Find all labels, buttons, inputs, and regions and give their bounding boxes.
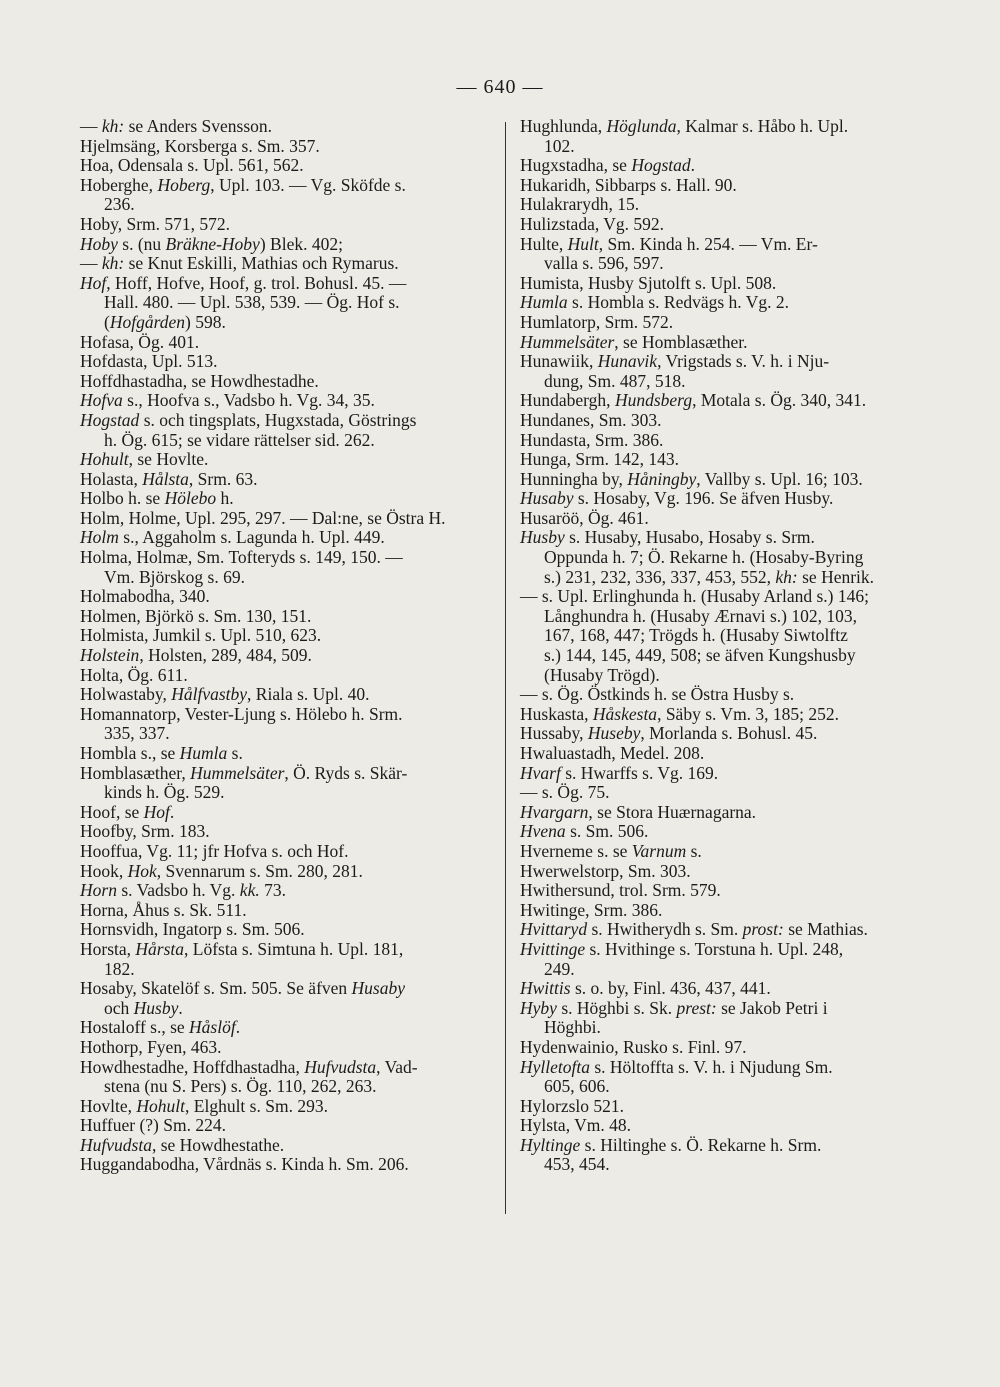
index-entry [80,744,494,764]
entry-line: Hvargarn, se Stora Huærnagarna. [520,801,757,822]
index-entry [520,450,948,470]
index-entry [520,411,948,431]
entry-line: Hwerwelstorp, Sm. 303. [520,860,691,881]
entry-line: Hunawiik, Hunavik, Vrigstads s. V. h. i Nju- [520,351,830,372]
entry-line: Hwitinge, Srm. 386. [520,899,663,920]
entry-line: Hof, Hoff, Hofve, Hoof, g. trol. Bohusl. 45. — [80,272,407,293]
index-entry [80,509,494,529]
entry-line: Holmen, Björkö s. Sm. 130, 151. [80,605,312,626]
index-entry [80,1155,494,1175]
index-entry [520,744,948,764]
entry-line: Howdhestadhe, Hoffdhastadha, Hufvudsta, Vad- [80,1056,418,1077]
index-entry [520,764,948,784]
index-entry [80,803,494,823]
entry-line: Horn s. Vadsbo h. Vg. kk. 73. [80,880,286,901]
entry-line: Horsta, Hårsta, Löfsta s. Simtuna h. Upl. 181, [80,938,404,959]
entry-line: — kh: se Knut Eskilli, Mathias och Rymarus. [80,253,399,274]
entry-line: Hohult, se Hovlte. [80,449,209,470]
entry-continuation-line: Hall. 480. — Upl. 538, 539. — Ög. Hof s. [104,292,400,313]
entry-line: Humla s. Hombla s. Redvägs h. Vg. 2. [520,292,789,313]
entry-line: Hoby s. (nu Bräkne-Hoby) Blek. 402; [80,233,343,254]
entry-line: Hylorzslo 521. [520,1095,625,1116]
entry-line: Hoby, Srm. 571, 572. [80,213,231,234]
index-entry [80,764,494,803]
index-entry [80,352,494,372]
entry-line: Hofdasta, Upl. 513. [80,351,218,372]
entry-line: Husaröö, Ög. 461. [520,507,649,528]
entry-line: Horna, Åhus s. Sk. 511. [80,899,247,920]
entry-line: Hofasa, Ög. 401. [80,331,200,352]
entry-continuation-line: 605, 606. [544,1076,610,1097]
entry-line: — s. Ög. 75. [520,782,610,803]
left-column [80,117,494,1175]
entry-continuation-line: s.) 144, 145, 449, 508; se äfven Kungshusby [544,645,856,666]
index-entry [80,920,494,940]
entry-line: — s. Upl. Erlinghunda h. (Husaby Arland s.) 146; [520,586,869,607]
entry-line: Hulakrarydh, 15. [520,194,640,215]
index-entry [520,842,948,862]
entry-line: Hwaluastadh, Medel. 208. [520,743,705,763]
entry-continuation-line: 236. [104,194,135,215]
index-entry [520,999,948,1038]
entry-line: Huffuer (?) Sm. 224. [80,1115,226,1136]
index-entry [520,685,948,705]
index-entry [520,783,948,803]
page-number: — 640 — [456,76,544,98]
index-entry [520,274,948,294]
index-entry [80,333,494,353]
entry-continuation-line: valla s. 596, 597. [544,253,664,274]
entry-continuation-line: 182. [104,958,135,979]
entry-line: Hummelsäter, se Homblasæther. [520,331,748,352]
index-entry [80,137,494,157]
entry-line: Hvittinge s. Hvithinge s. Torstuna h. Upl. 248, [520,938,844,959]
index-entry [520,235,948,274]
index-entry [80,254,494,274]
index-entry [520,333,948,353]
index-entry [520,1058,948,1097]
entry-continuation-line: h. Ög. 615; se vidare rättelser sid. 262. [104,429,375,450]
entry-continuation-line: Vm. Björskog s. 69. [104,566,245,587]
entry-line: Hovlte, Hohult, Elghult s. Sm. 293. [80,1095,328,1116]
index-entry [520,901,948,921]
index-entry [520,176,948,196]
entry-continuation-line: Oppunda h. 7; Ö. Rekarne h. (Hosaby-Byring [544,547,864,568]
entry-line: Hugxstadha, se Hogstad. [520,155,695,176]
entry-line: Hosaby, Skatelöf s. Sm. 505. Se äfven Husaby [80,978,406,999]
entry-continuation-line: och Husby. [104,997,183,1018]
entry-line: Hvittaryd s. Hwitherydh s. Sm. prost: se Mathias. [520,919,868,940]
entry-line: Hooffua, Vg. 11; jfr Hofva s. och Hof. [80,840,349,861]
entry-line: — kh: se Anders Svensson. [80,116,273,136]
index-entry [80,979,494,1018]
index-entry [520,528,948,587]
entry-continuation-line: Höghbi. [544,1017,601,1038]
entry-line: Hughlunda, Höglunda, Kalmar s. Håbo h. Upl. [520,116,849,136]
index-entry [80,881,494,901]
entry-line: Hussaby, Huseby, Morlanda s. Bohusl. 45. [520,723,818,744]
index-entry [80,391,494,411]
entry-line: Hylsta, Vm. 48. [520,1115,631,1136]
entry-line: Hoofby, Srm. 183. [80,821,210,842]
index-entry [520,862,948,882]
entry-line: Holta, Ög. 611. [80,664,188,685]
entry-continuation-line: 102. [544,135,575,156]
entry-line: Homblasæther, Hummelsäter, Ö. Ryds s. Skär- [80,762,408,783]
index-entry [520,509,948,529]
index-entry [80,411,494,450]
entry-line: Husby s. Husaby, Husabo, Hosaby s. Srm. [520,527,815,548]
entry-line: Humista, Husby Sjutolft s. Upl. 508. [520,272,777,293]
entry-line: Holm s., Aggaholm s. Lagunda h. Upl. 449. [80,527,385,548]
entry-line: Hylletofta s. Höltoffta s. V. h. i Njudung Sm. [520,1056,833,1077]
index-entry [520,431,948,451]
entry-line: Holma, Holmæ, Sm. Tofteryds s. 149, 150. — [80,547,403,568]
entry-line: — s. Ög. Östkinds h. se Östra Husby s. [520,684,795,705]
entry-line: Holm, Holme, Upl. 295, 297. — Dal:ne, se Östra H. [80,507,446,528]
entry-line: Hoa, Odensala s. Upl. 561, 562. [80,155,304,176]
index-entry [80,117,494,137]
entry-line: Holwastaby, Hålfvastby, Riala s. Upl. 40. [80,684,370,705]
index-entry [520,470,948,490]
index-entry [520,489,948,509]
entry-line: Hwithersund, trol. Srm. 579. [520,880,721,901]
index-entry [520,940,948,979]
entry-line: Holmabodha, 340. [80,586,210,607]
index-entry [80,1097,494,1117]
entry-line: Hverneme s. se Varnum s. [520,840,702,861]
index-entry [520,117,948,156]
entry-line: Hofva s., Hoofva s., Vadsbo h. Vg. 34, 35. [80,390,375,411]
index-entry [80,528,494,548]
entry-line: Holasta, Hålsta, Srm. 63. [80,468,258,489]
entry-line: Hunga, Srm. 142, 143. [520,449,679,470]
index-entry [80,1116,494,1136]
index-entry [520,1136,948,1175]
index-entry [80,705,494,744]
entry-line: Hulizstada, Vg. 592. [520,213,665,234]
index-entry [520,1116,948,1136]
entry-line: Hyltinge s. Hiltinghe s. Ö. Rekarne h. Srm. [520,1134,822,1155]
entry-line: Hornsvidh, Ingatorp s. Sm. 506. [80,919,305,940]
entry-line: Holbo h. se Hölebo h. [80,488,234,509]
index-entry [80,646,494,666]
right-column [520,117,948,1175]
entry-line: Husaby s. Hosaby, Vg. 196. Se äfven Husby. [520,488,834,509]
entry-line: Hundanes, Sm. 303. [520,409,662,430]
index-entry [520,881,948,901]
index-entry [80,450,494,470]
index-entry [520,156,948,176]
entry-continuation-line: (Husaby Trögd). [544,664,660,685]
entry-line: Hoberghe, Hoberg, Upl. 103. — Vg. Sköfde s. [80,174,406,195]
entry-line: Hoffdhastadha, se Howdhestadhe. [80,370,319,391]
index-entry [80,1058,494,1097]
index-entry [520,293,948,313]
entry-line: Hufvudsta, se Howdhestathe. [80,1134,285,1155]
index-entry [80,470,494,490]
index-entry [80,587,494,607]
index-entry [80,607,494,627]
entry-line: Hjelmsäng, Korsberga s. Sm. 357. [80,135,320,156]
index-entry [520,391,948,411]
entry-line: Hundasta, Srm. 386. [520,429,664,450]
index-entry [80,1018,494,1038]
entry-line: Homannatorp, Vester-Ljung s. Hölebo h. Srm. [80,703,403,724]
index-entry [80,1136,494,1156]
entry-continuation-line: s.) 231, 232, 336, 337, 453, 552, kh: se Henrik. [544,566,875,587]
index-entry [80,685,494,705]
entry-continuation-line: 167, 168, 447; Trögds h. (Husaby Siwtolftz [544,625,848,646]
index-entry [80,842,494,862]
index-entry [520,1038,948,1058]
entry-line: Huggandabodha, Vårdnäs s. Kinda h. Sm. 206. [80,1154,409,1175]
index-entry [80,274,494,333]
index-entry [80,862,494,882]
index-entry [520,587,948,685]
entry-line: Hvarf s. Hwarffs s. Vg. 169. [520,762,719,783]
index-entry [80,489,494,509]
entry-line: Hogstad s. och tingsplats, Hugxstada, Göstrings [80,409,417,430]
entry-line: Hombla s., se Humla s. [80,743,243,763]
entry-line: Hook, Hok, Svennarum s. Sm. 280, 281. [80,860,363,881]
entry-line: Hundabergh, Hundsberg, Motala s. Ög. 340, 341. [520,390,867,411]
index-entry [520,705,948,725]
entry-line: Hukaridh, Sibbarps s. Hall. 90. [520,174,737,195]
index-entry [520,352,948,391]
index-entry [80,822,494,842]
index-entry [520,313,948,333]
index-entry [520,1097,948,1117]
entry-line: Hydenwainio, Rusko s. Finl. 97. [520,1036,747,1057]
entry-line: Humlatorp, Srm. 572. [520,311,674,332]
entry-continuation-line: 453, 454. [544,1154,610,1175]
entry-line: Hunningha by, Håningby, Vallby s. Upl. 16; 103. [520,468,863,489]
entry-line: Hwittis s. o. by, Finl. 436, 437, 441. [520,978,771,999]
index-entry [520,979,948,999]
entry-line: Hoof, se Hof. [80,801,175,822]
index-entry [80,901,494,921]
index-entry [520,195,948,215]
entry-line: Holmista, Jumkil s. Upl. 510, 623. [80,625,322,646]
entry-line: Hothorp, Fyen, 463. [80,1036,222,1057]
entry-line: Hyby s. Höghbi s. Sk. prest: se Jakob Petri i [520,997,828,1018]
entry-continuation-line: 249. [544,958,575,979]
entry-line: Holstein, Holsten, 289, 484, 509. [80,645,312,666]
index-entry [520,215,948,235]
index-entry [80,156,494,176]
index-entry [80,176,494,215]
index-entry [520,724,948,744]
index-entry [80,666,494,686]
entry-continuation-line: stena (nu S. Pers) s. Ög. 110, 262, 263. [104,1076,377,1097]
index-entry [80,1038,494,1058]
entry-continuation-line: Långhundra h. (Husaby Ærnavi s.) 102, 103, [544,605,858,626]
index-entry [520,920,948,940]
index-entry [80,235,494,255]
index-entry [520,803,948,823]
entry-line: Hostaloff s., se Håslöf. [80,1017,241,1038]
entry-continuation-line: 335, 337. [104,723,170,744]
column-divider [505,122,506,1214]
entry-line: Hvena s. Sm. 506. [520,821,649,842]
index-entry [80,548,494,587]
index-entry [80,940,494,979]
entry-continuation-line: (Hofgården) 598. [104,311,226,332]
index-entry [80,372,494,392]
index-entry [80,626,494,646]
entry-line: Huskasta, Håskesta, Säby s. Vm. 3, 185; 252. [520,703,840,724]
index-entry [80,215,494,235]
entry-continuation-line: dung, Sm. 487, 518. [544,370,686,391]
entry-continuation-line: kinds h. Ög. 529. [104,782,225,803]
index-entry [520,822,948,842]
entry-line: Hulte, Hult, Sm. Kinda h. 254. — Vm. Er- [520,233,818,254]
